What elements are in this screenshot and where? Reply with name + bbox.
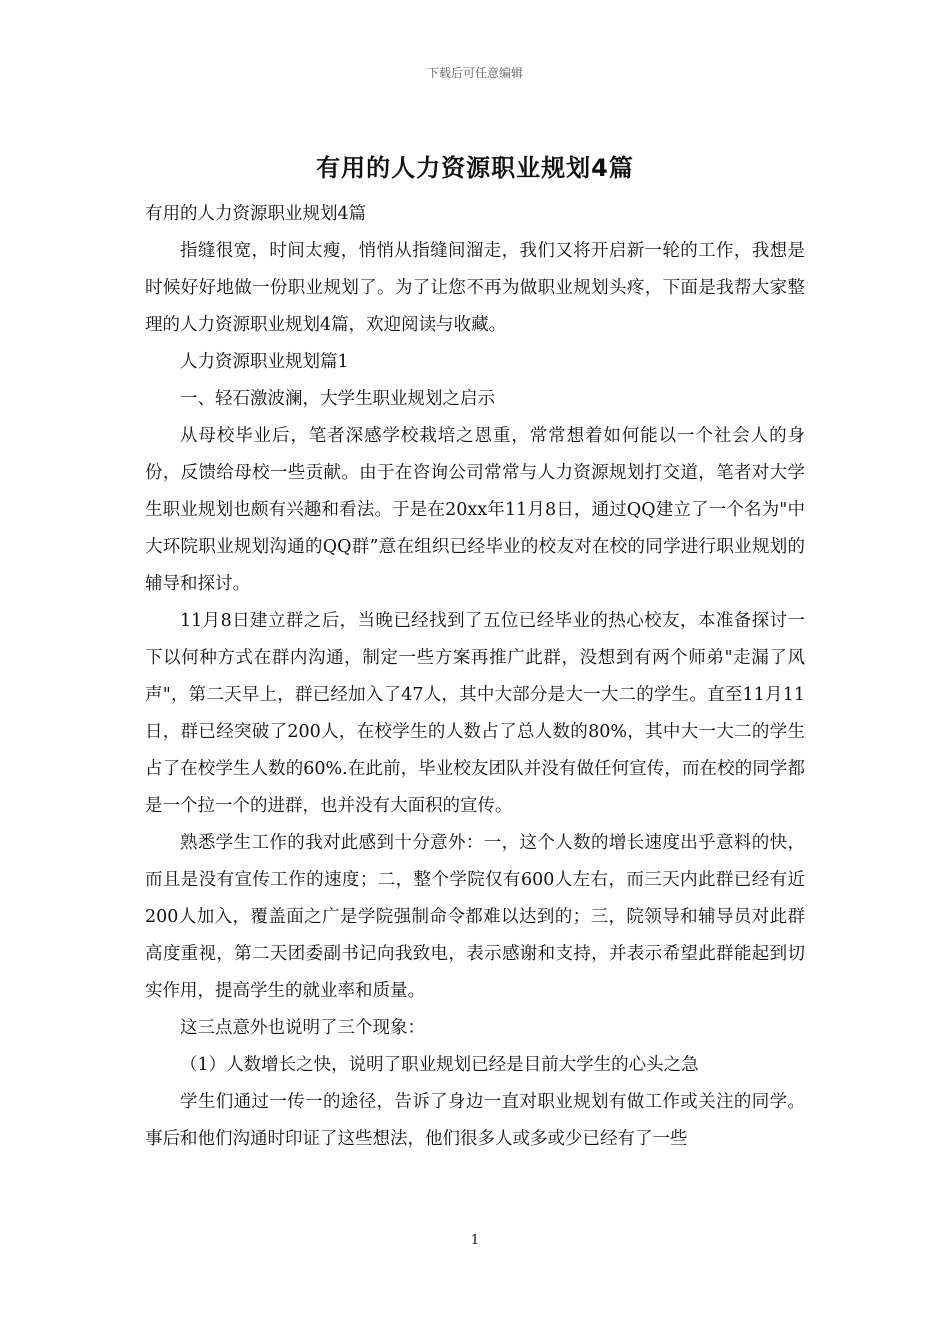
document-title: 有用的人力资源职业规划4篇 xyxy=(316,154,634,182)
subsection-heading: 一、轻石激波澜，大学生职业规划之启示 xyxy=(180,389,495,409)
paragraph: 学生们通过一传一的途径，告诉了身边一直对职业规划有做工作或关注的同学。事后和他们沟通时印证了这些想法，他们很多人或多或少已经有了一些 xyxy=(145,1092,805,1149)
section-heading: 人力资源职业规划篇1 xyxy=(180,352,349,372)
page-number: 1 xyxy=(470,1233,480,1248)
list-item-heading: （1）人数增长之快，说明了职业规划已经是目前大学生的心头之急 xyxy=(180,1055,699,1075)
document-body xyxy=(145,196,805,1158)
page-header: 下载后可任意编辑 xyxy=(426,66,523,80)
paragraph: 11月8日建立群之后，当晚已经找到了五位已经毕业的热心校友，本准备探讨一下以何种方式在群内沟通，制定一些方案再推广此群，没想到有两个师弟"走漏了风声"，第二天早上，群已经加入了47人，其中大部分是大一大二的学生。直至11月11日，群已经突破了200人，在校学生的人数占了总人数的80%，其中大一大二的学生占了在校学生人数的60%.在此前，毕业校友团队并没有做任何宣传，而在校的同学都是一个拉一个的进群，也并没有大面积的宣传。 xyxy=(145,611,805,816)
paragraph: 这三点意外也说明了三个现象： xyxy=(180,1018,425,1038)
paragraph: 从母校毕业后，笔者深感学校栽培之恩重，常常想着如何能以一个社会人的身份，反馈给母校一些贡献。由于在咨询公司常常与人力资源规划打交道，笔者对大学生职业规划也颇有兴趣和看法。于是在20xx年11月8日，通过QQ建立了一个名为"中大环院职业规划沟通的QQ群”意在组织已经毕业的校友对在校的同学进行职业规划的辅导和探讨。 xyxy=(145,426,805,594)
paragraph: 有用的人力资源职业规划4篇 xyxy=(145,204,367,224)
paragraph: 熟悉学生工作的我对此感到十分意外：一，这个人数的增长速度出乎意料的快，而且是没有宣传工作的速度；二，整个学院仅有600人左右，而三天内此群已经有近200人加入，覆盖面之广是学院强制命令都难以达到的；三，院领导和辅导员对此群高度重视，第二天团委副书记向我致电，表示感谢和支持，并表示希望此群能起到切实作用，提高学生的就业率和质量。 xyxy=(145,833,805,1001)
paragraph: 指缝很宽，时间太瘦，悄悄从指缝间溜走，我们又将开启新一轮的工作，我想是时候好好地做一份职业规划了。为了让您不再为做职业规划头疼，下面是我帮大家整理的人力资源职业规划4篇，欢迎阅读与收藏。 xyxy=(145,241,805,335)
